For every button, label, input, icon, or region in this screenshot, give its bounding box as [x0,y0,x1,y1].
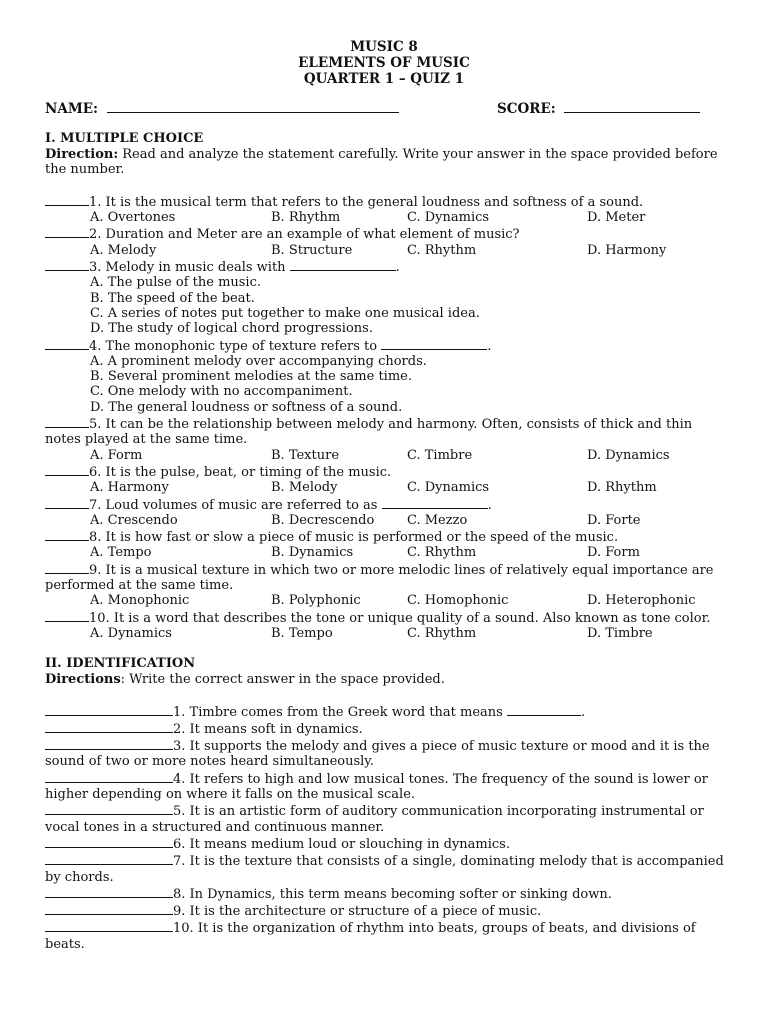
option-d: D. Timbre [587,625,653,641]
item-list [45,703,725,952]
question-list [45,193,725,641]
question-text: 10. It is a word that describes the tone or unique quality of a sound. Also known as tone color. [89,610,711,626]
option-c: C. Rhythm [407,545,477,561]
answer-blank[interactable] [45,337,89,350]
option-a: A. Tempo [90,545,152,561]
answer-blank[interactable] [45,852,173,865]
question-text: 5. It can be the relationship between melody and harmony. Often, consists of thick and thin notes played at the same time. [45,417,693,448]
question-8 [45,528,725,545]
option-b: B. Polyphonic [271,593,361,609]
item-text: 2. It means soft in dynamics. [173,721,363,737]
answer-blank[interactable] [45,561,89,574]
question-9 [45,561,725,594]
fill-in-blank [507,703,581,716]
subject-title: MUSIC 8 [350,39,418,55]
question-3 [45,258,725,275]
option-b: B. Rhythm [271,210,341,226]
question-text: 4. The monophonic type of texture refers to [89,338,382,354]
question-6 [45,463,725,480]
answer-blank[interactable] [45,258,89,271]
identification-item-1 [45,703,725,720]
identification-item-7 [45,852,725,885]
item-text: 4. It refers to high and low musical tones. The frequency of the sound is lower or higher depending on where it falls on the musical scale. [45,771,708,803]
section-title: II. IDENTIFICATION [45,656,196,671]
name-score-row [45,100,725,117]
fill-in-blank [382,496,488,509]
option-c: C. Timbre [407,447,473,463]
item-text: 1. Timbre comes from the Greek word that means [173,704,507,720]
option-row [45,448,725,463]
direction-label: Directions [45,672,121,687]
quiz-header [0,39,768,87]
answer-blank[interactable] [45,496,89,509]
multiple-choice-section [45,131,725,641]
question-10 [45,609,725,626]
option-c: C. Rhythm [407,625,477,641]
identification-item-2 [45,720,725,737]
option-row [45,626,725,641]
topic-title: ELEMENTS OF MUSIC [298,55,470,71]
direction-text: Read and analyze the statement carefully. Write your answer in the space provided before the number. [45,147,718,178]
option-d: D. The study of logical chord progressions. [90,321,373,337]
question-text: 7. Loud volumes of music are referred to as [89,497,382,513]
option-c: C. Homophonic [407,593,509,609]
item-text: 5. It is an artistic form of auditory communication incorporating instrumental or vocal tones in a structured and continuous manner. [45,804,704,835]
question-text-end: . [395,260,400,276]
question-4 [45,337,725,354]
option-b: B. Texture [271,447,340,463]
identification-item-4 [45,770,725,803]
item-text: 10. It is the organization of rhythm into beats, groups of beats, and divisions of beats. [45,921,696,952]
option-row [45,480,725,495]
option-c: C. A series of notes put together to make one musical idea. [90,305,480,321]
option-row [45,545,725,560]
option-d: D. Meter [587,210,646,226]
item-text: 9. It is the architecture or structure of a piece of music. [173,904,542,920]
option-b: B. Tempo [271,625,333,641]
item-text: 3. It supports the melody and gives a piece of music texture or mood and it is the sound of two or more notes heard simultaneously. [45,739,710,770]
option-b: B. Melody [271,480,338,496]
option-row [45,593,725,608]
fill-in-blank [290,258,396,271]
option-b: B. The speed of the beat. [90,290,255,306]
answer-blank[interactable] [45,463,89,476]
identification-item-10 [45,919,725,952]
option-a: A. The pulse of the music. [90,275,262,291]
answer-blank[interactable] [45,609,89,622]
question-text-end: . [487,497,492,513]
item-text: 8. In Dynamics, this term means becoming softer or sinking down. [173,886,612,902]
option-a: A. Monophonic [90,593,190,609]
answer-blank[interactable] [45,835,173,848]
question-7 [45,496,725,513]
score-label: SCORE: [497,101,556,117]
option-d: D. Forte [587,512,641,528]
option-a: A. Melody [90,242,157,258]
option-a: A. Form [90,447,143,463]
quiz-title: QUARTER 1 – QUIZ 1 [303,71,465,87]
question-text: 1. It is the musical term that refers to the general loudness and softness of a sound. [89,194,644,210]
question-text: 6. It is the pulse, beat, or timing of the music. [89,464,392,480]
option-b: B. Structure [271,242,353,258]
answer-blank[interactable] [45,885,173,898]
option-d: D. Heterophonic [587,593,696,609]
option-b: B. Decrescendo [271,512,375,528]
question-text-end: . [487,338,492,354]
direction-label: Direction: [45,147,119,162]
answer-blank[interactable] [45,902,173,915]
option-a: A. Dynamics [90,625,172,641]
option-c: C. Mezzo [407,512,468,528]
section-title: I. MULTIPLE CHOICE [45,131,204,146]
item-text-end: . [581,704,586,720]
option-c: C. Dynamics [407,210,490,226]
question-text: 3. Melody in music deals with [89,260,290,276]
identification-item-5 [45,802,725,835]
direction-text: : Write the correct answer in the space provided. [120,672,445,687]
option-b: B. Several prominent melodies at the same time. [90,369,412,385]
answer-blank[interactable] [45,225,89,238]
question-text: 2. Duration and Meter are an example of what element of music? [89,227,520,243]
option-d: D. The general loudness or softness of a sound. [90,399,403,415]
option-d: D. Rhythm [587,480,657,496]
option-c: C. Dynamics [407,480,490,496]
identification-item-3 [45,737,725,770]
option-row [45,513,725,528]
identification-item-6 [45,835,725,852]
question-5 [45,415,725,448]
option-a: A. Crescendo [90,512,178,528]
score-group [497,100,700,117]
answer-blank[interactable] [45,919,173,932]
answer-blank[interactable] [45,703,173,716]
option-b: B. Dynamics [271,545,354,561]
option-a: A. A prominent melody over accompanying chords. [90,353,427,369]
option-c: C. One melody with no accompaniment. [90,384,353,400]
option-a: A. Harmony [90,480,169,496]
name-field-line[interactable] [107,100,399,113]
option-c: C. Rhythm [407,242,477,258]
section-direction [45,672,725,687]
answer-blank[interactable] [45,720,173,733]
item-text: 6. It means medium loud or slouching in dynamics. [173,836,510,852]
answer-blank[interactable] [45,528,89,541]
question-2 [45,225,725,242]
option-row [45,210,725,225]
item-text: 7. It is the texture that consists of a single, dominating melody that is accompanied by chords. [45,854,724,885]
answer-blank[interactable] [45,802,173,815]
name-label: NAME: [45,101,99,117]
question-1 [45,193,725,210]
section-direction [45,147,725,178]
identification-item-8 [45,885,725,902]
option-d: D. Form [587,545,640,561]
option-row [45,243,725,258]
option-a: A. Overtones [90,210,176,226]
identification-section [45,656,725,952]
answer-blank[interactable] [45,770,173,783]
answer-blank[interactable] [45,737,173,750]
question-text: 9. It is a musical texture in which two or more melodic lines of relatively equal importance are performed at the same time. [45,562,714,594]
fill-in-blank [381,337,487,350]
answer-blank[interactable] [45,415,89,428]
option-d: D. Harmony [587,242,667,258]
answer-blank[interactable] [45,193,89,206]
score-field-line[interactable] [564,100,700,113]
option-d: D. Dynamics [587,447,670,463]
question-text: 8. It is how fast or slow a piece of music is performed or the speed of the music. [89,530,619,546]
identification-item-9 [45,902,725,919]
